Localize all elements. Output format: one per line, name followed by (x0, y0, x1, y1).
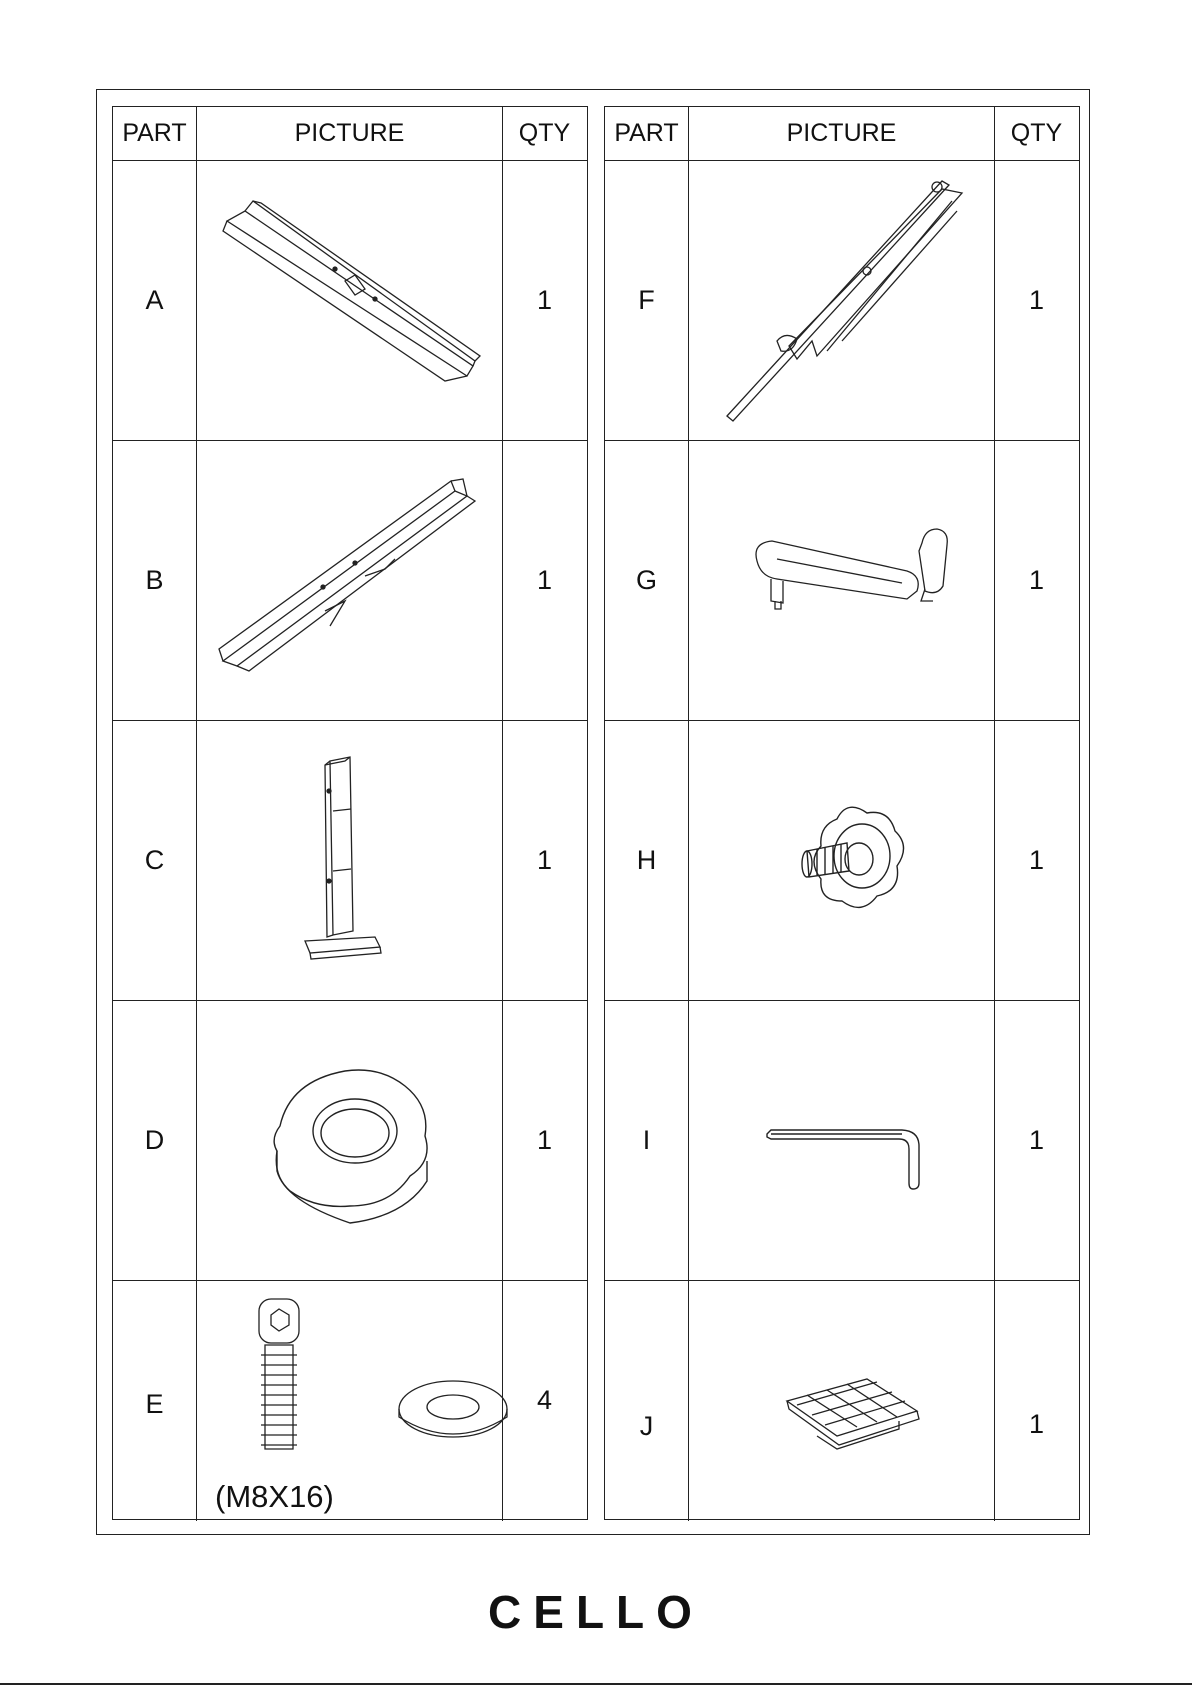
part-letter: B (113, 441, 197, 720)
part-qty: 1 (1028, 285, 1045, 315)
header-picture: PICTURE (689, 107, 995, 160)
upright-post-icon (205, 731, 495, 991)
part-letter: J (605, 1281, 689, 1521)
solar-light-icon (697, 1271, 987, 1531)
table-header (605, 107, 1079, 161)
parts-table-left (112, 106, 588, 1520)
part-picture (689, 721, 995, 1000)
part-qty: 1 (536, 1125, 553, 1155)
part-picture (197, 1001, 503, 1280)
table-row (605, 721, 1079, 1001)
table-row (113, 441, 587, 721)
brand-logo: CELLO (488, 1586, 704, 1638)
lock-nut-icon (205, 1011, 495, 1271)
part-picture (197, 161, 503, 440)
crank-handle-icon (697, 451, 987, 711)
allen-key-icon (697, 1011, 987, 1271)
table-row (113, 1001, 587, 1281)
rail-bar-icon (205, 451, 495, 711)
rail-bar-icon (205, 171, 495, 431)
part-letter: A (113, 161, 197, 440)
part-letter: E (113, 1281, 197, 1521)
part-picture (197, 721, 503, 1000)
header-part: PART (605, 107, 689, 160)
part-letter: H (605, 721, 689, 1000)
part-picture (689, 441, 995, 720)
part-qty: 1 (536, 845, 553, 875)
table-row (605, 1001, 1079, 1281)
part-qty: 1 (1028, 565, 1045, 595)
knob-screw-icon (697, 731, 987, 991)
table-header (113, 107, 587, 161)
part-letter: F (605, 161, 689, 440)
part-qty: 1 (536, 285, 553, 315)
header-picture: PICTURE (197, 107, 503, 160)
part-letter: D (113, 1001, 197, 1280)
table-row (113, 1281, 587, 1521)
umbrella-canopy-icon (697, 171, 987, 431)
bolt-washer-icon (217, 1289, 517, 1469)
part-qty: 4 (536, 1385, 553, 1415)
part-picture (689, 1281, 995, 1521)
part-qty: 1 (536, 565, 553, 595)
part-qty: 1 (1028, 845, 1045, 875)
part-qty: 1 (1028, 1125, 1045, 1155)
part-picture (689, 1001, 995, 1280)
table-row (113, 721, 587, 1001)
header-part: PART (113, 107, 197, 160)
table-row (113, 161, 587, 441)
part-picture (689, 161, 995, 440)
table-row (605, 161, 1079, 441)
part-letter: C (113, 721, 197, 1000)
part-picture (197, 1281, 503, 1521)
bolt-size-label: (M8X16) (215, 1479, 334, 1514)
part-qty: 1 (1028, 1409, 1045, 1439)
table-row (605, 1281, 1079, 1521)
header-qty: QTY (518, 119, 571, 147)
table-row (605, 441, 1079, 721)
part-letter: G (605, 441, 689, 720)
header-qty: QTY (1010, 119, 1063, 147)
parts-table-right (604, 106, 1080, 1520)
part-letter: I (605, 1001, 689, 1280)
part-picture (197, 441, 503, 720)
